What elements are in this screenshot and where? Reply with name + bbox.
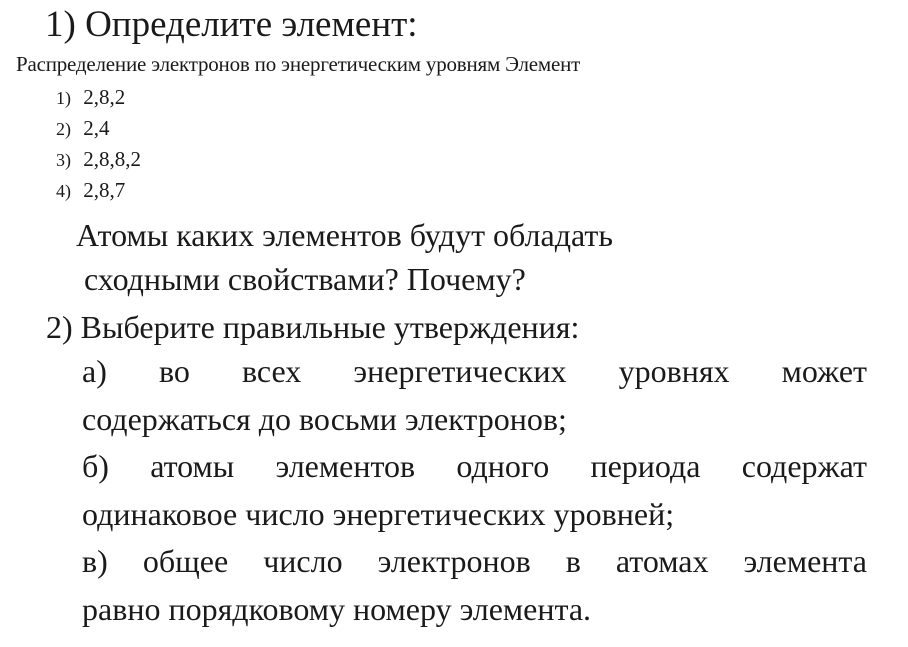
electron-configuration-list: [56, 82, 141, 206]
statement-c: [82, 538, 867, 633]
statement-list: [82, 348, 867, 633]
option-value: 2,8,7: [83, 178, 126, 202]
table-header: Распределение электронов по энергетическим уровням Элемент: [16, 52, 581, 76]
statement-c-line-1: в) общее число электронов в атомах элемента: [82, 543, 867, 579]
followup-line-1: Атомы каких элементов будут обладать: [76, 217, 613, 253]
followup-line-2: сходными свойствами? Почему?: [84, 261, 526, 297]
question-1-title: 1) Определите элемент:: [45, 4, 418, 45]
statement-a-line-2: содержаться до восьми электронов;: [82, 400, 567, 437]
statement-a: [82, 348, 867, 443]
statement-a-line-1: а) во всех энергетических уровнях может: [82, 353, 867, 389]
list-item: [56, 82, 141, 113]
option-number: 4): [56, 181, 71, 201]
question-2-title: 2) Выберите правильные утверждения:: [46, 309, 580, 345]
option-value: 2,4: [83, 116, 110, 140]
statement-b-line-2: одинаковое число энергетических уровней;: [82, 495, 675, 532]
option-number: 3): [56, 150, 71, 170]
statement-b-line-1: б) атомы элементов одного периода содержат: [82, 448, 867, 484]
statement-b: [82, 443, 867, 538]
statement-c-line-2: равно порядковому номеру элемента.: [82, 590, 592, 627]
option-value: 2,8,2: [83, 85, 126, 109]
list-item: [56, 175, 141, 206]
question-1-followup: [76, 213, 613, 301]
list-item: [56, 144, 141, 175]
list-item: [56, 113, 141, 144]
option-value: 2,8,8,2: [83, 147, 141, 171]
option-number: 1): [56, 88, 71, 108]
option-number: 2): [56, 119, 71, 139]
